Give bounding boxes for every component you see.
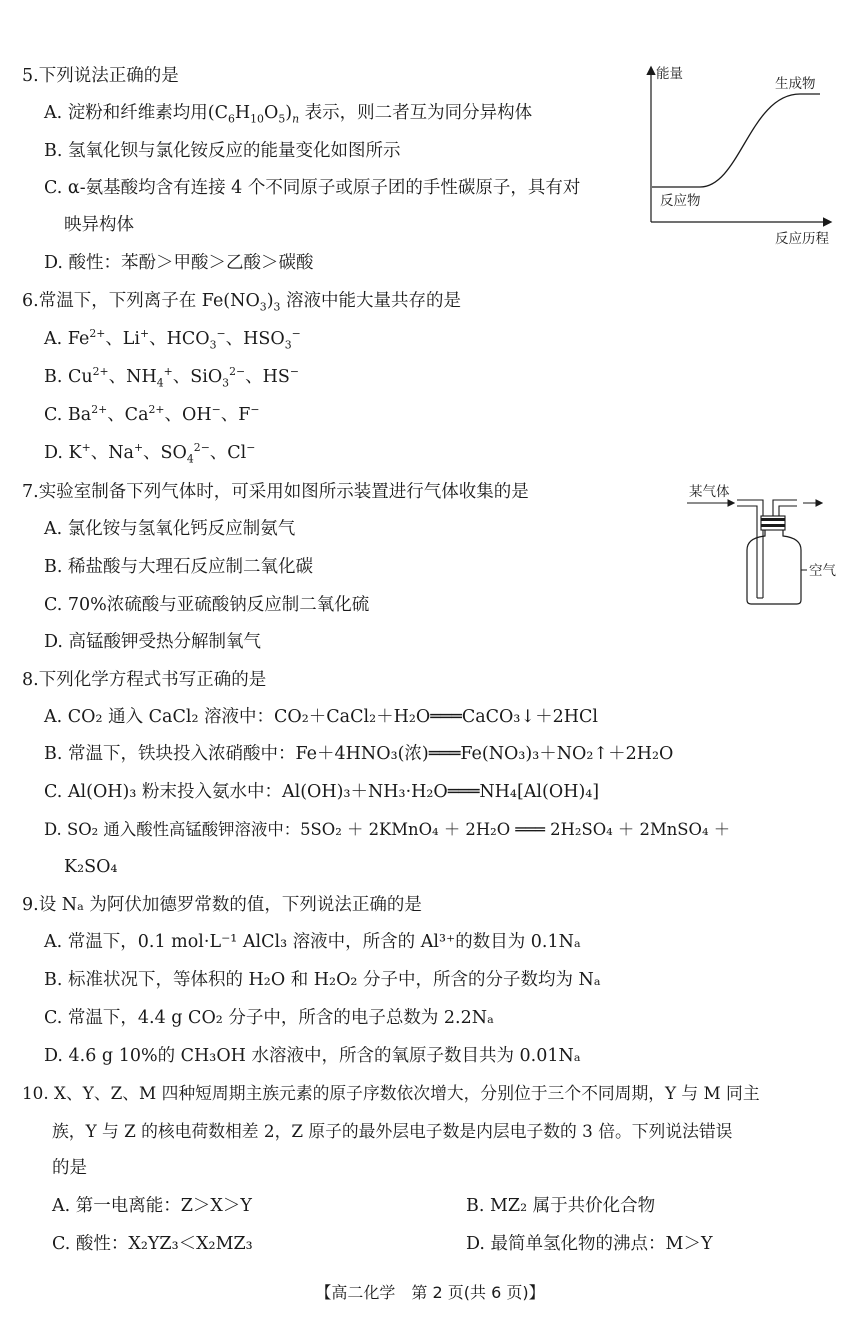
gas-label: 某气体 <box>689 484 730 500</box>
q5-stem: 5.下列说法正确的是 <box>22 66 179 86</box>
energy-axis-label: 能量 <box>656 66 683 82</box>
q9-option-b: B. 标准状况下，等体积的 H₂O 和 H₂O₂ 分子中，所含的分子数均为 Nₐ <box>44 970 601 990</box>
q6-option-d: D. K+、Na+、$SO_4^{2-}$、Cl− <box>44 441 256 466</box>
q10-stem-line3: 的是 <box>52 1158 87 1178</box>
q7-option-b: B. 稀盐酸与大理石反应制二氧化碳 <box>44 557 313 577</box>
q5-option-d: D. 酸性：苯酚＞甲酸＞乙酸＞碳酸 <box>44 253 314 273</box>
q8-option-d-cont: K₂SO₄ <box>64 857 118 877</box>
q7-option-c: C. 70%浓硫酸与亚硫酸钠反应制二氧化硫 <box>44 595 370 615</box>
page-footer: 【高二化学 第 2 页(共 6 页)】 <box>315 1283 545 1302</box>
q8-option-d: D. SO₂ 通入酸性高锰酸钾溶液中：5SO₂ ＋ 2KMnO₄ ＋ 2H₂O ═══ 2H₂SO₄ ＋ 2MnSO₄ ＋ <box>44 820 731 839</box>
energy-diagram <box>640 60 845 250</box>
gas-collection-apparatus <box>685 480 845 610</box>
q7-stem: 7.实验室制备下列气体时，可采用如图所示装置进行气体收集的是 <box>22 482 529 502</box>
q10-stem-line2: 族，Y 与 Z 的核电荷数相差 2，Z 原子的最外层电子数是内层电子数的 3 倍。下列说法错误 <box>52 1121 733 1141</box>
q5-option-c: C. α-氨基酸均含有连接 4 个不同原子或原子团的手性碳原子，具有对 <box>44 178 581 198</box>
reaction-path-label: 反应历程 <box>775 231 829 247</box>
product-label: 生成物 <box>775 76 816 92</box>
q7-option-d: D. 高锰酸钾受热分解制氧气 <box>44 632 262 652</box>
q6-stem: 6.常温下，下列离子在 $Fe(NO_3)_3$ 溶液中能大量共存的是 <box>22 291 461 314</box>
q8-option-c: C. Al(OH)₃ 粉末投入氨水中：Al(OH)₃＋NH₃·H₂O═══NH₄[Al(OH)₄] <box>44 782 600 802</box>
q5-option-b: B. 氢氧化钡与氯化铵反应的能量变化如图所示 <box>44 141 401 161</box>
q9-option-d: D. 4.6 g 10%的 CH₃OH 水溶液中，所含的氧原子数目共为 0.01Nₐ <box>44 1046 581 1066</box>
q9-stem: 9.设 Nₐ 为阿伏加德罗常数的值，下列说法正确的是 <box>22 895 422 915</box>
q8-option-a: A. CO₂ 通入 CaCl₂ 溶液中：CO₂＋CaCl₂＋H₂O═══CaCO₃↓＋2HCl <box>44 707 598 727</box>
q9-option-c: C. 常温下，4.4 g CO₂ 分子中，所含的电子总数为 2.2Nₐ <box>44 1008 494 1028</box>
q8-option-b: B. 常温下，铁块投入浓硝酸中：Fe＋4HNO₃(浓)═══Fe(NO₃)₃＋NO₂↑＋2H₂O <box>44 744 674 764</box>
q7-option-a: A. 氯化铵与氢氧化钙反应制氨气 <box>44 519 296 539</box>
air-label: 空气 <box>809 563 836 579</box>
q9-option-a: A. 常温下，0.1 mol·L⁻¹ AlCl₃ 溶液中，所含的 Al³⁺的数目为 0.1Nₐ <box>44 932 581 952</box>
q6-option-a: A. $Fe^{2+}$、Li+、$HCO_3^-$、$HSO_3^-$ <box>44 327 301 352</box>
q10-stem-line1: 10. X、Y、Z、M 四种短周期主族元素的原子序数依次增大，分别位于三个不同周期，Y 与 M 同主 <box>22 1083 760 1103</box>
q8-stem: 8.下列化学方程式书写正确的是 <box>22 670 267 690</box>
q6-option-c: C. $Ba^{2+}$、$Ca^{2+}$、OH−、F− <box>44 403 260 425</box>
q5-option-a: A. 淀粉和纤维素均用$(C_6H_{10}O_5)_n$ 表示，则二者互为同分异构体 <box>44 103 533 126</box>
q5-option-c-cont: 映异构体 <box>64 215 134 235</box>
q10-option-a: A. 第一电离能：Z＞X＞Y <box>52 1196 252 1216</box>
q10-option-b: B. MZ₂ 属于共价化合物 <box>466 1196 656 1216</box>
reactant-label: 反应物 <box>660 193 701 209</box>
q10-option-c: C. 酸性：X₂YZ₃＜X₂MZ₃ <box>52 1234 253 1254</box>
q6-option-b: B. $Cu^{2+}$、$NH_4^+$、SiO$_3^{2-}$、HS− <box>44 365 299 390</box>
q10-option-d: D. 最简单氢化物的沸点：M＞Y <box>466 1234 713 1254</box>
